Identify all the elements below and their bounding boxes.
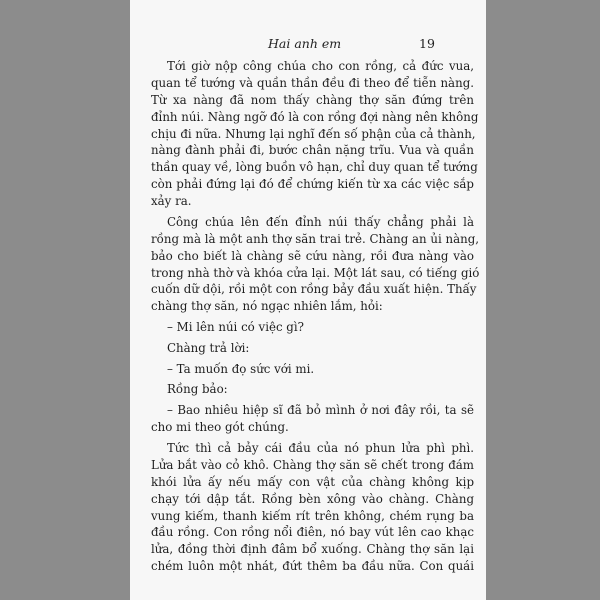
paragraph [151, 361, 474, 378]
text-line: Tức thì cả bảy cái đầu của nó phun lửa phì phì. [167, 440, 474, 455]
page-number: 19 [419, 36, 435, 51]
paragraph [151, 214, 480, 315]
paragraph [151, 340, 474, 357]
text-line: quan tể tướng và quần thần đều đi theo để tiễn nàng. [151, 75, 474, 90]
text-line: thần quay về, lòng buồn vô hạn, chỉ duy quan tể tướng [151, 160, 478, 175]
text-line: Chàng trả lời: [167, 340, 250, 355]
text-line: – Ta muốn đọ sức với mi. [167, 361, 315, 376]
text-line: – Bao nhiêu hiệp sĩ đã bỏ mình ở nơi đây rồi, ta sẽ [167, 403, 474, 418]
text-line: vung kiếm, thanh kiếm rít trên không, chém rụng ba [151, 508, 474, 523]
text-line: Từ xa nàng đã nom thấy chàng thợ săn đứng trên [151, 92, 474, 107]
right-margin-shade [486, 0, 600, 600]
text-line: Rồng bảo: [167, 382, 228, 397]
text-line: Lửa bắt vào cỏ khô. Chàng thợ săn sẽ chết trong đám [151, 457, 474, 472]
text-line: rồng mà là một anh thợ săn trai trẻ. Chàng an ủi nàng, [151, 231, 480, 246]
text-line: đỉnh núi. Nàng ngỡ đó là con rồng đợi nàng nên không [151, 109, 479, 124]
paragraph [151, 319, 474, 336]
text-line: chém luôn một nhát, đứt thêm ba đầu nữa. Con quái [151, 559, 474, 574]
text-line: nàng đành phải đi, bước chân nặng trĩu. Vua và quần [151, 143, 474, 158]
text-line: khói lửa ấy nếu mấy con vật của chàng không kịp [151, 474, 474, 489]
text-line: Tới giờ nộp công chúa cho con rồng, cả đức vua, [167, 59, 474, 73]
text-line: lửa, đồng thời định đâm bổ xuống. Chàng thợ săn lại [151, 542, 474, 557]
text-line: chịu đi nữa. Nhưng lại nghĩ đến số phận của cả thành, [151, 126, 476, 141]
paragraph [151, 381, 474, 398]
text-line: chạy tới dập tắt. Rồng bèn xông vào chàng. Chàng [151, 491, 474, 506]
running-title: Hai anh em [268, 36, 342, 51]
paragraph [151, 440, 474, 575]
text-line: bảo cho biết là chàng sẽ cứu nàng, rồi đưa nàng vào [151, 248, 474, 263]
body-text [151, 58, 480, 575]
text-line: cuốn dữ dội, rồi một con rồng bảy đầu xuất hiện. Thấy [151, 282, 477, 297]
text-line: – Mi lên núi có việc gì? [167, 320, 304, 335]
text-line: trong nhà thờ và khóa cửa lại. Một lát sau, có tiếng gió [151, 265, 480, 280]
paragraph [151, 58, 479, 210]
running-header [130, 36, 486, 52]
paragraph [151, 402, 474, 436]
text-line: cho mi theo gót chúng. [151, 420, 289, 435]
text-line: đầu rồng. Con rồng nổi điên, nó bay vút lên cao khạc [151, 525, 474, 540]
text-line: xảy ra. [151, 194, 192, 209]
book-page [130, 0, 486, 600]
text-line: còn phải đứng lại đó để chứng kiến từ xa các việc sắp [151, 177, 474, 192]
text-line: chàng thợ săn, nó ngạc nhiên lắm, hỏi: [151, 299, 383, 314]
left-margin-shade [0, 0, 130, 600]
text-line: Công chúa lên đến đỉnh núi thấy chẳng phải là [167, 214, 474, 229]
